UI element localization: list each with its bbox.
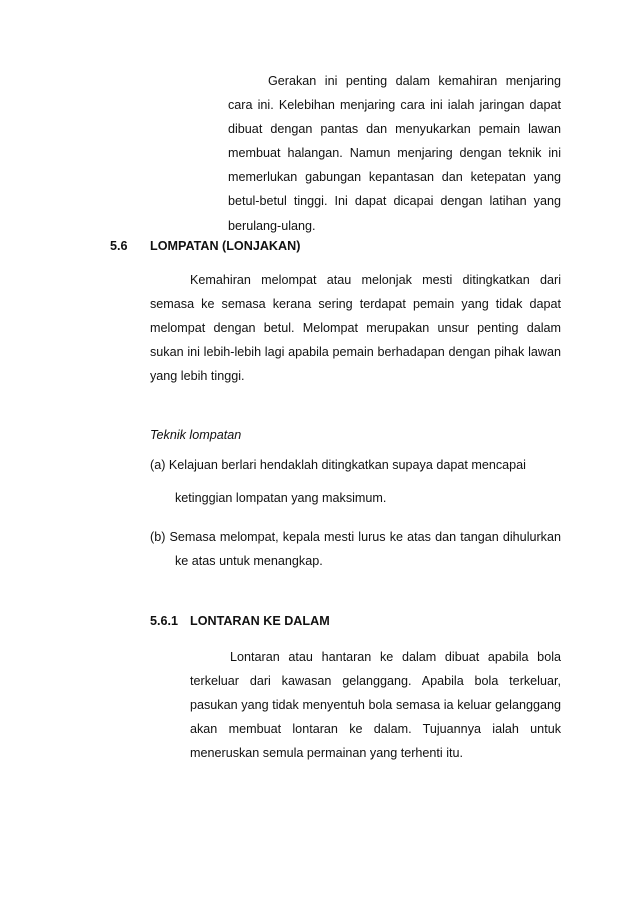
section-5-6-number: 5.6 — [110, 239, 128, 253]
teknik-lompatan-heading: Teknik lompatan — [150, 428, 242, 442]
section-5-6-title: LOMPATAN (LONJAKAN) — [150, 239, 301, 253]
section-5-6-1-title: LONTARAN KE DALAM — [190, 614, 330, 628]
section-5-6-1-number: 5.6.1 — [150, 614, 179, 628]
teknik-item-b: (b) Semasa melompat, kepala mesti lurus ke atas dan tangan dihulurkan ke atas untuk menangkap. — [150, 530, 561, 569]
teknik-item-a-line2: ketinggian lompatan yang maksimum. — [175, 491, 387, 505]
paragraph-lontaran: Lontaran atau hantaran ke dalam dibuat apabila bola terkeluar dari kawasan gelanggang. Apabila bola terkeluar, pasukan yang tidak menyentuh bola semasa ia keluar gelanggang akan membuat lontaran ke dalam. Tujuannya ialah untuk meneruskan semula permainan yang terhenti itu. — [190, 650, 561, 761]
teknik-item-a-line1: (a) Kelajuan berlari hendaklah ditingkatkan supaya dapat mencapai — [150, 458, 526, 472]
paragraph-menjaring: Gerakan ini penting dalam kemahiran menjaring cara ini. Kelebihan menjaring cara ini ialah jaringan dapat dibuat dengan pantas dan menyukarkan pemain lawan membuat halangan. Namun menjaring dengan teknik ini memerlukan gabungan kepantasan dan ketepatan yang betul-betul tinggi. Ini dapat dicapai dengan latihan yang berulang-ulang. — [228, 74, 561, 233]
paragraph-lompatan: Kemahiran melompat atau melonjak mesti ditingkatkan dari semasa ke semasa kerana sering terdapat pemain yang tidak dapat melompat dengan betul. Melompat merupakan unsur penting dalam sukan ini lebih-lebih lagi apabila pemain berhadapan dengan pihak lawan yang lebih tinggi. — [150, 273, 561, 384]
